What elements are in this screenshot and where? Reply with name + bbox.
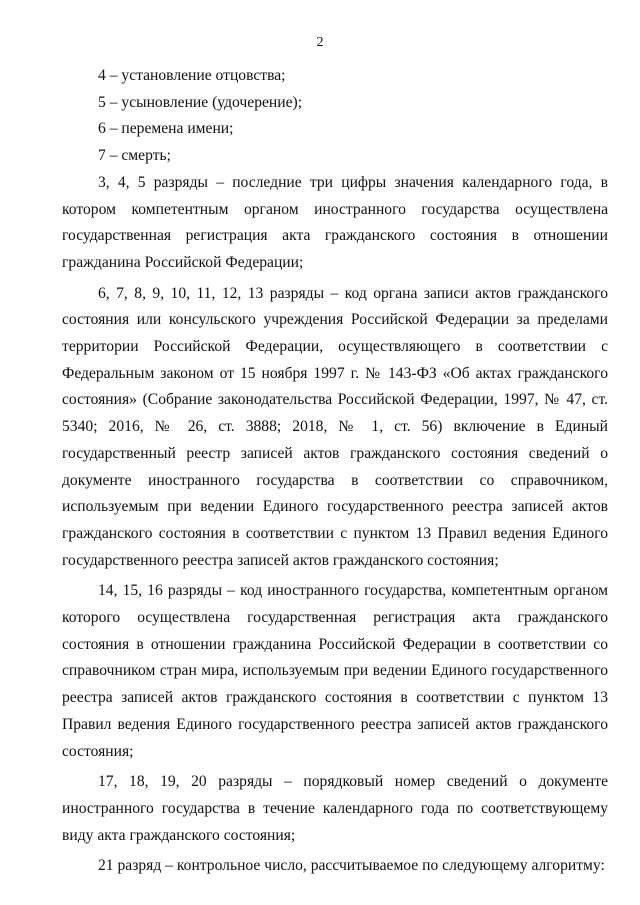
list-item: 6 – перемена имени; — [98, 120, 234, 138]
list-item: 4 – установление отцовства; — [98, 67, 286, 84]
document-body — [62, 63, 608, 880]
paragraph-registry-office-code: 6, 7, 8, 9, 10, 11, 12, 13 разряды – код органа записи актов гражданского состояния или консульского учреждения Российской Федерации за пределами территории Российской Федерации, осуществляющего в соответствии с Федеральным законом от 15 ноября 1997 г. № 143-ФЗ «Об актах гражданского состояния» (Собрание законодательства Российской Федерации, 1997, № 47, ст. 5340; 2016, № 26, ст. 3888; 2018, № 1, ст. 56) включение в Единый государственный реестр записей актов гражданского состояния сведений о документе иностранного государства в соответствии со справочником, используемым при ведении Единого государственного реестра записей актов гражданского состояния в соответствии с пунктом 13 Правил ведения Единого государственного реестра записей актов гражданского состояния; — [62, 284, 608, 569]
paragraph-check-digit: 21 разряд – контрольное число, рассчитываемое по следующему алгоритму: — [98, 857, 605, 875]
page-number: 2 — [316, 35, 324, 50]
paragraph-year-digits: 3, 4, 5 разряды – последние три цифры значения календарного года, в котором компетентным органом иностранного государства осуществлена государственная регистрация акта гражданского состояния в отношении гражданина Российской Федерации; — [62, 173, 608, 271]
paragraph-foreign-state-code: 14, 15, 16 разряды – код иностранного государства, компетентным органом которого осуществлена государственная регистрация акта гражданского состояния в отношении гражданина Российской Федерации в соответствии со справочником стран мира, используемым при ведении Единого государственного реестра записей актов гражданского состояния в соответствии с пунктом 13 Правил ведения Единого государственного реестра записей актов гражданского состояния; — [62, 582, 608, 760]
list-item: 5 – усыновление (удочерение); — [98, 93, 303, 111]
list-item: 7 – смерть; — [98, 147, 171, 165]
paragraph-sequence-number: 17, 18, 19, 20 разряды – порядковый номер сведений о документе иностранного государства в течение календарного года по соответствующему виду акта гражданского состояния; — [62, 773, 608, 844]
